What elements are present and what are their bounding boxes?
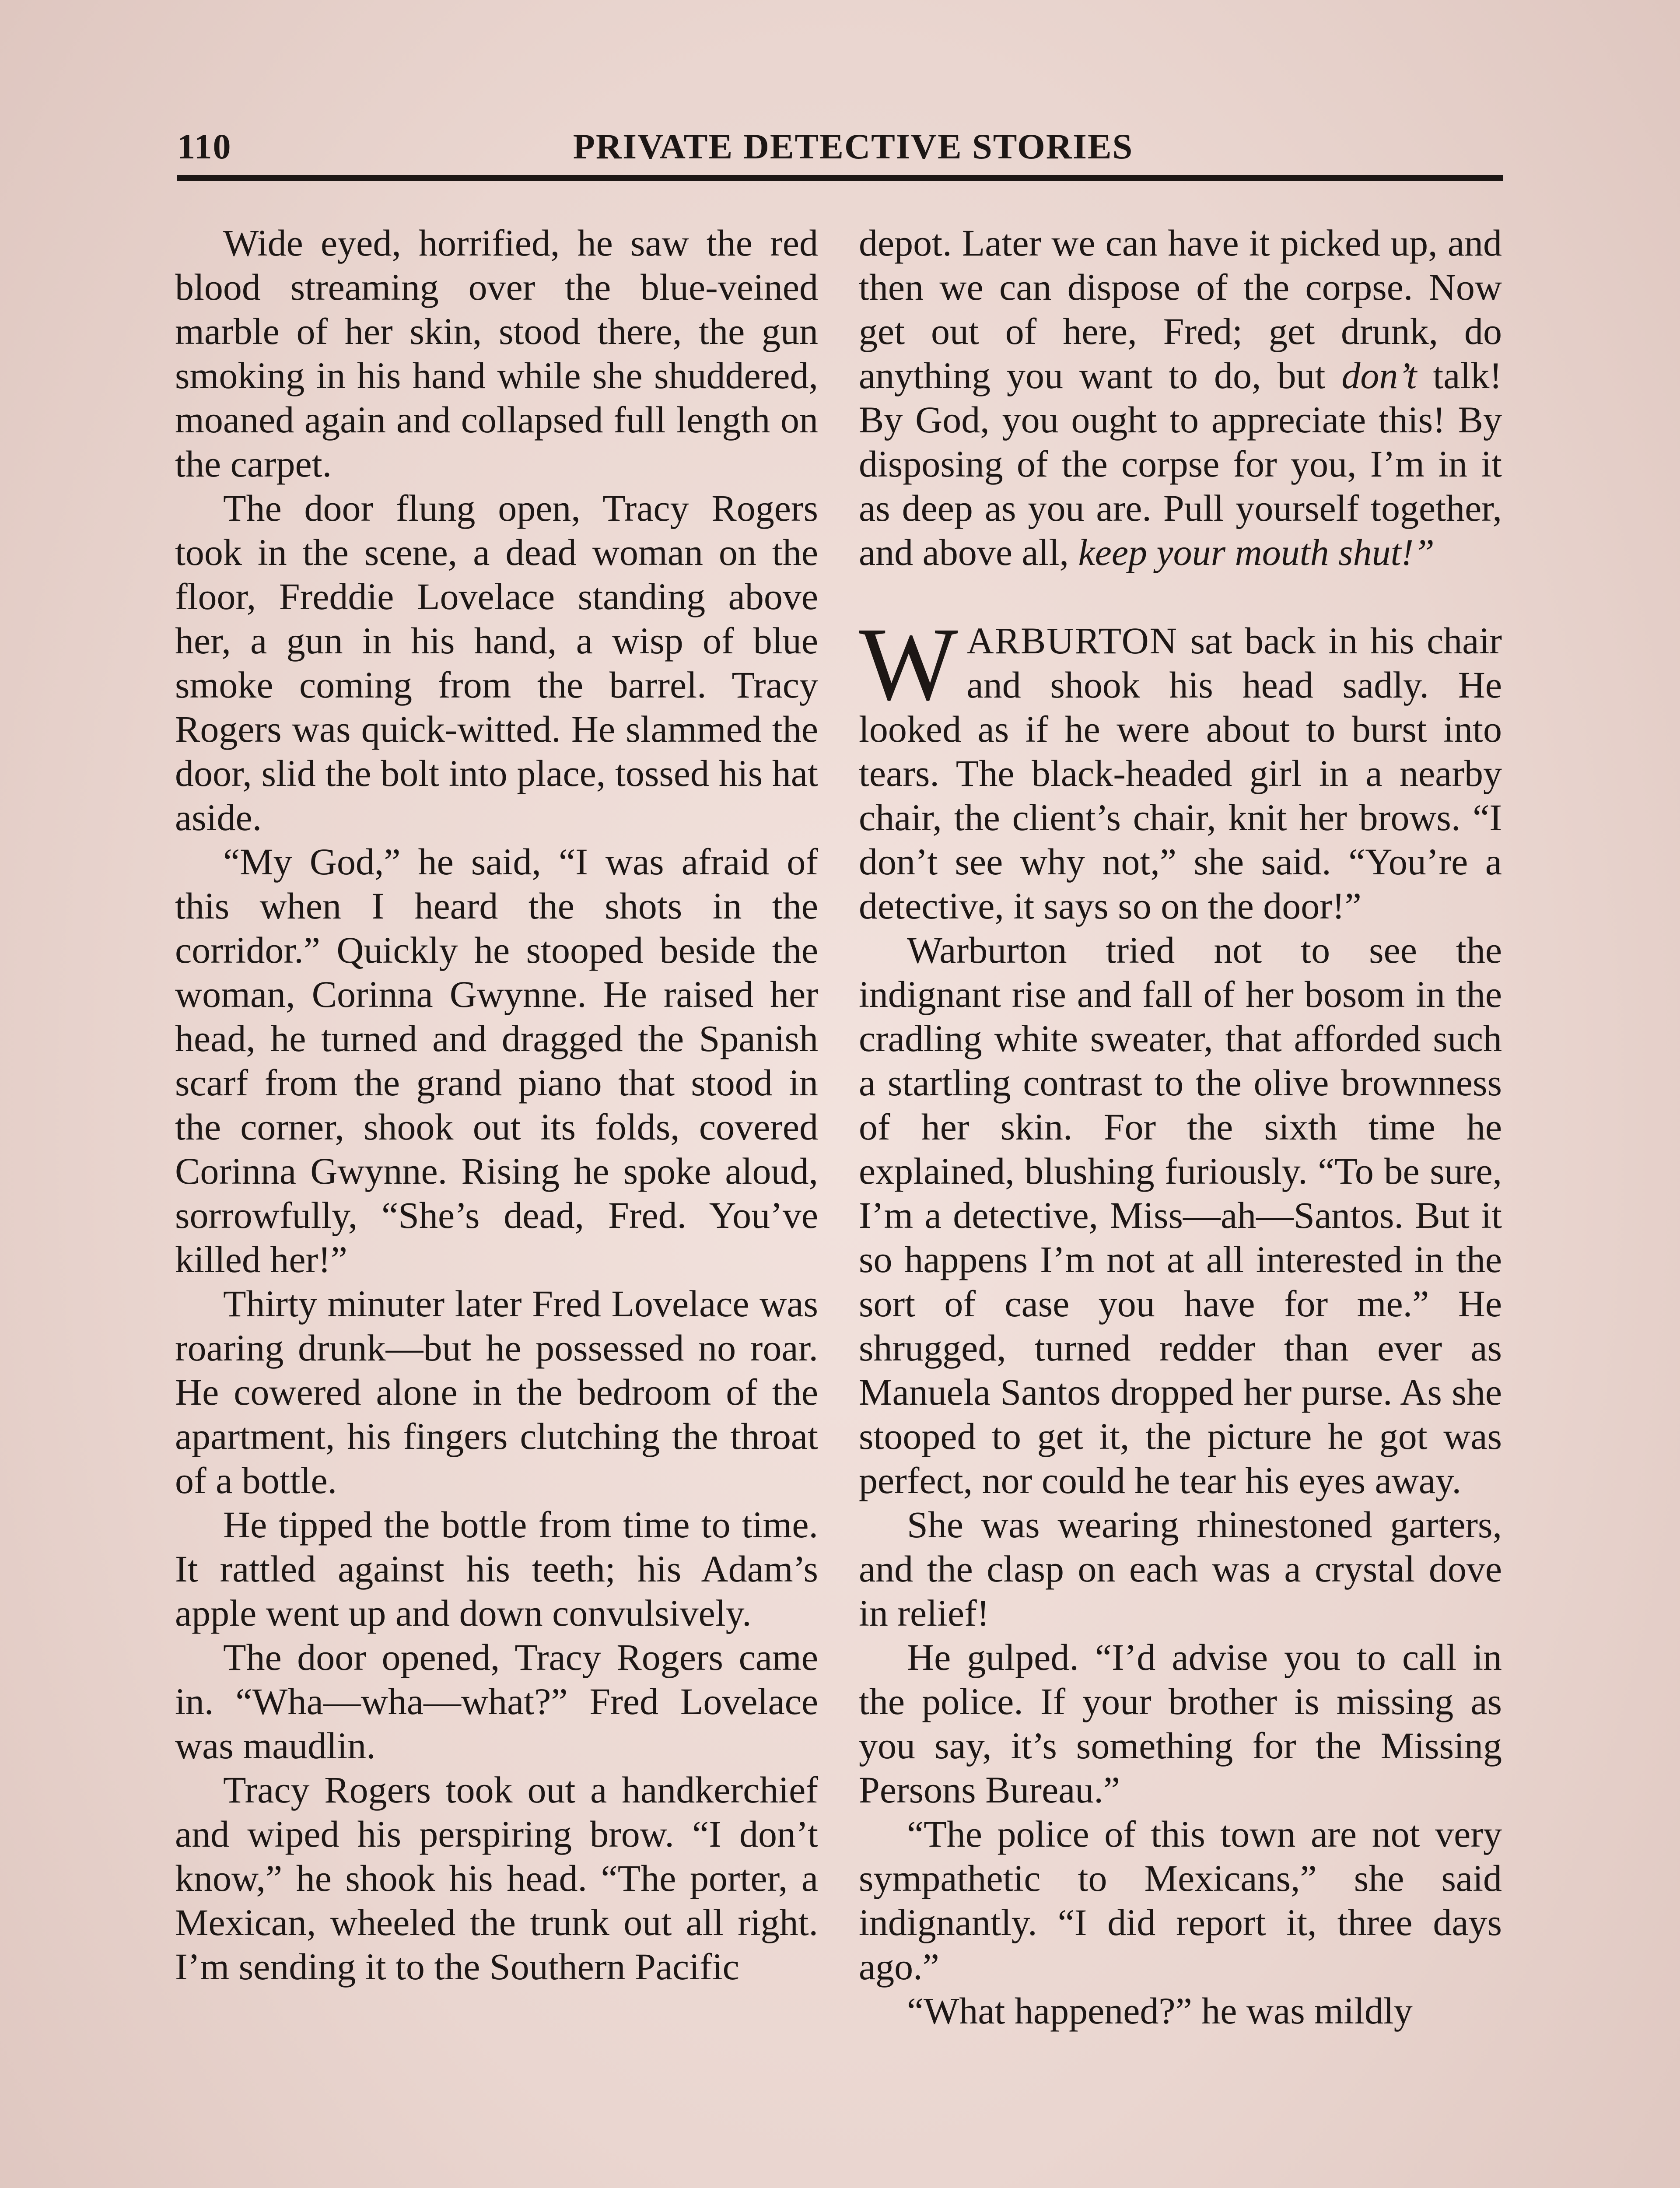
paragraph: She was wearing rhinestoned garters, and the clasp on each was a crystal dove in relief! [859,1504,1502,1634]
emphasis: keep your mouth shut!” [1078,531,1435,573]
paragraph: Thirty minuter later Fred Lovelace was roaring drunk—but he possessed no roar. He cowered alone in the bedroom of the apartment, his fingers clutching the throat of a bottle. [175,1283,818,1501]
paragraph: “The police of this town are not very sympathetic to Mexicans,” she said indignantly. “I did report it, three days ago.” [859,1813,1502,1988]
paragraph-continued [859,221,1502,575]
paragraph: “What happened?” he was mildly [907,1990,1413,2032]
paragraph: The door opened, Tracy Rogers came in. “Wha—wha—what?” Fred Lovelace was maudlin. [175,1636,818,1767]
text-run: sat back in his chair and shook his head sadly. He looked as if he were about to burst into tears. The black-headed girl in a nearby chair, the client’s chair, knit her brows. “I don’t see why not,” she said. “You’re a detective, it says so on the door!” [859,620,1502,927]
small-caps-lead: ARBURTON [966,620,1178,662]
section-opening-paragraph [859,606,1502,928]
right-column [859,221,1502,2033]
paragraph: Wide eyed, horrified, he saw the red blood streaming over the blue-veined marble of her skin, stood there, the gun smoking in his hand while she shuddered, moaned again and collapsed full length on the carpet. [175,222,818,485]
drop-cap: W [859,606,958,722]
text-run: talk! By God, you ought to appreciate this! By disposing of the corpse for you, I’m in it as deep as you are. Pull yourself together, and above all, [859,354,1502,573]
emphasis: don’t [1341,354,1417,396]
running-title: PRIVATE DETECTIVE STORIES [573,126,1134,166]
text-run: depot. Later we can have it picked up, and then we can dispose of the corpse. Now get out of here, Fred; get drunk, do anything you want to do, but [859,222,1502,396]
paragraph: Tracy Rogers took out a handkerchief and wiped his perspiring brow. “I don’t know,” he shook his head. “The porter, a Mexican, wheeled the trunk out all right. I’m sending it to the Southern Pacific [175,1769,818,1988]
page-header [177,118,1503,181]
left-column [175,221,818,1989]
paragraph: The door flung open, Tracy Rogers took in the scene, a dead woman on the floor, Freddie Lovelace standing above her, a gun in his hand, a wisp of blue smoke coming from the barrel. Tracy Rogers was quick-witted. He slammed the door, slid the bolt into place, tossed his hat aside. [175,487,818,838]
page-number: 110 [177,126,232,166]
paragraph: Warburton tried not to see the indignant rise and fall of her bosom in the cradling white sweater, that afforded such a startling contrast to the olive brownness of her skin. For the sixth time he explained, blushing furiously. “To be sure, I’m a detective, Miss—ah—Santos. But it so happens I’m not at all interested in the sort of case you have for me.” He shrugged, turned redder than ever as Manuela Santos dropped her purse. As she stooped to get it, the picture he got was perfect, nor could he tear his eyes away. [859,929,1502,1501]
paragraph: He tipped the bottle from time to time. It rattled against his teeth; his Adam’s apple went up and down convulsively. [175,1504,818,1634]
paragraph: He gulped. “I’d advise you to call in the police. If your brother is missing as you say, it’s something for the Missing Persons Bureau.” [859,1636,1502,1811]
paragraph: “My God,” he said, “I was afraid of this when I heard the shots in the corridor.” Quickly he stooped beside the woman, Corinna Gwynne. He raised her head, he turned and dragged the Spanish scarf from the grand piano that stood in the corner, shook out its folds, covered Corinna Gwynne. Rising he spoke aloud, sorrowfully, “She’s dead, Fred. You’ve killed her!” [175,841,818,1280]
